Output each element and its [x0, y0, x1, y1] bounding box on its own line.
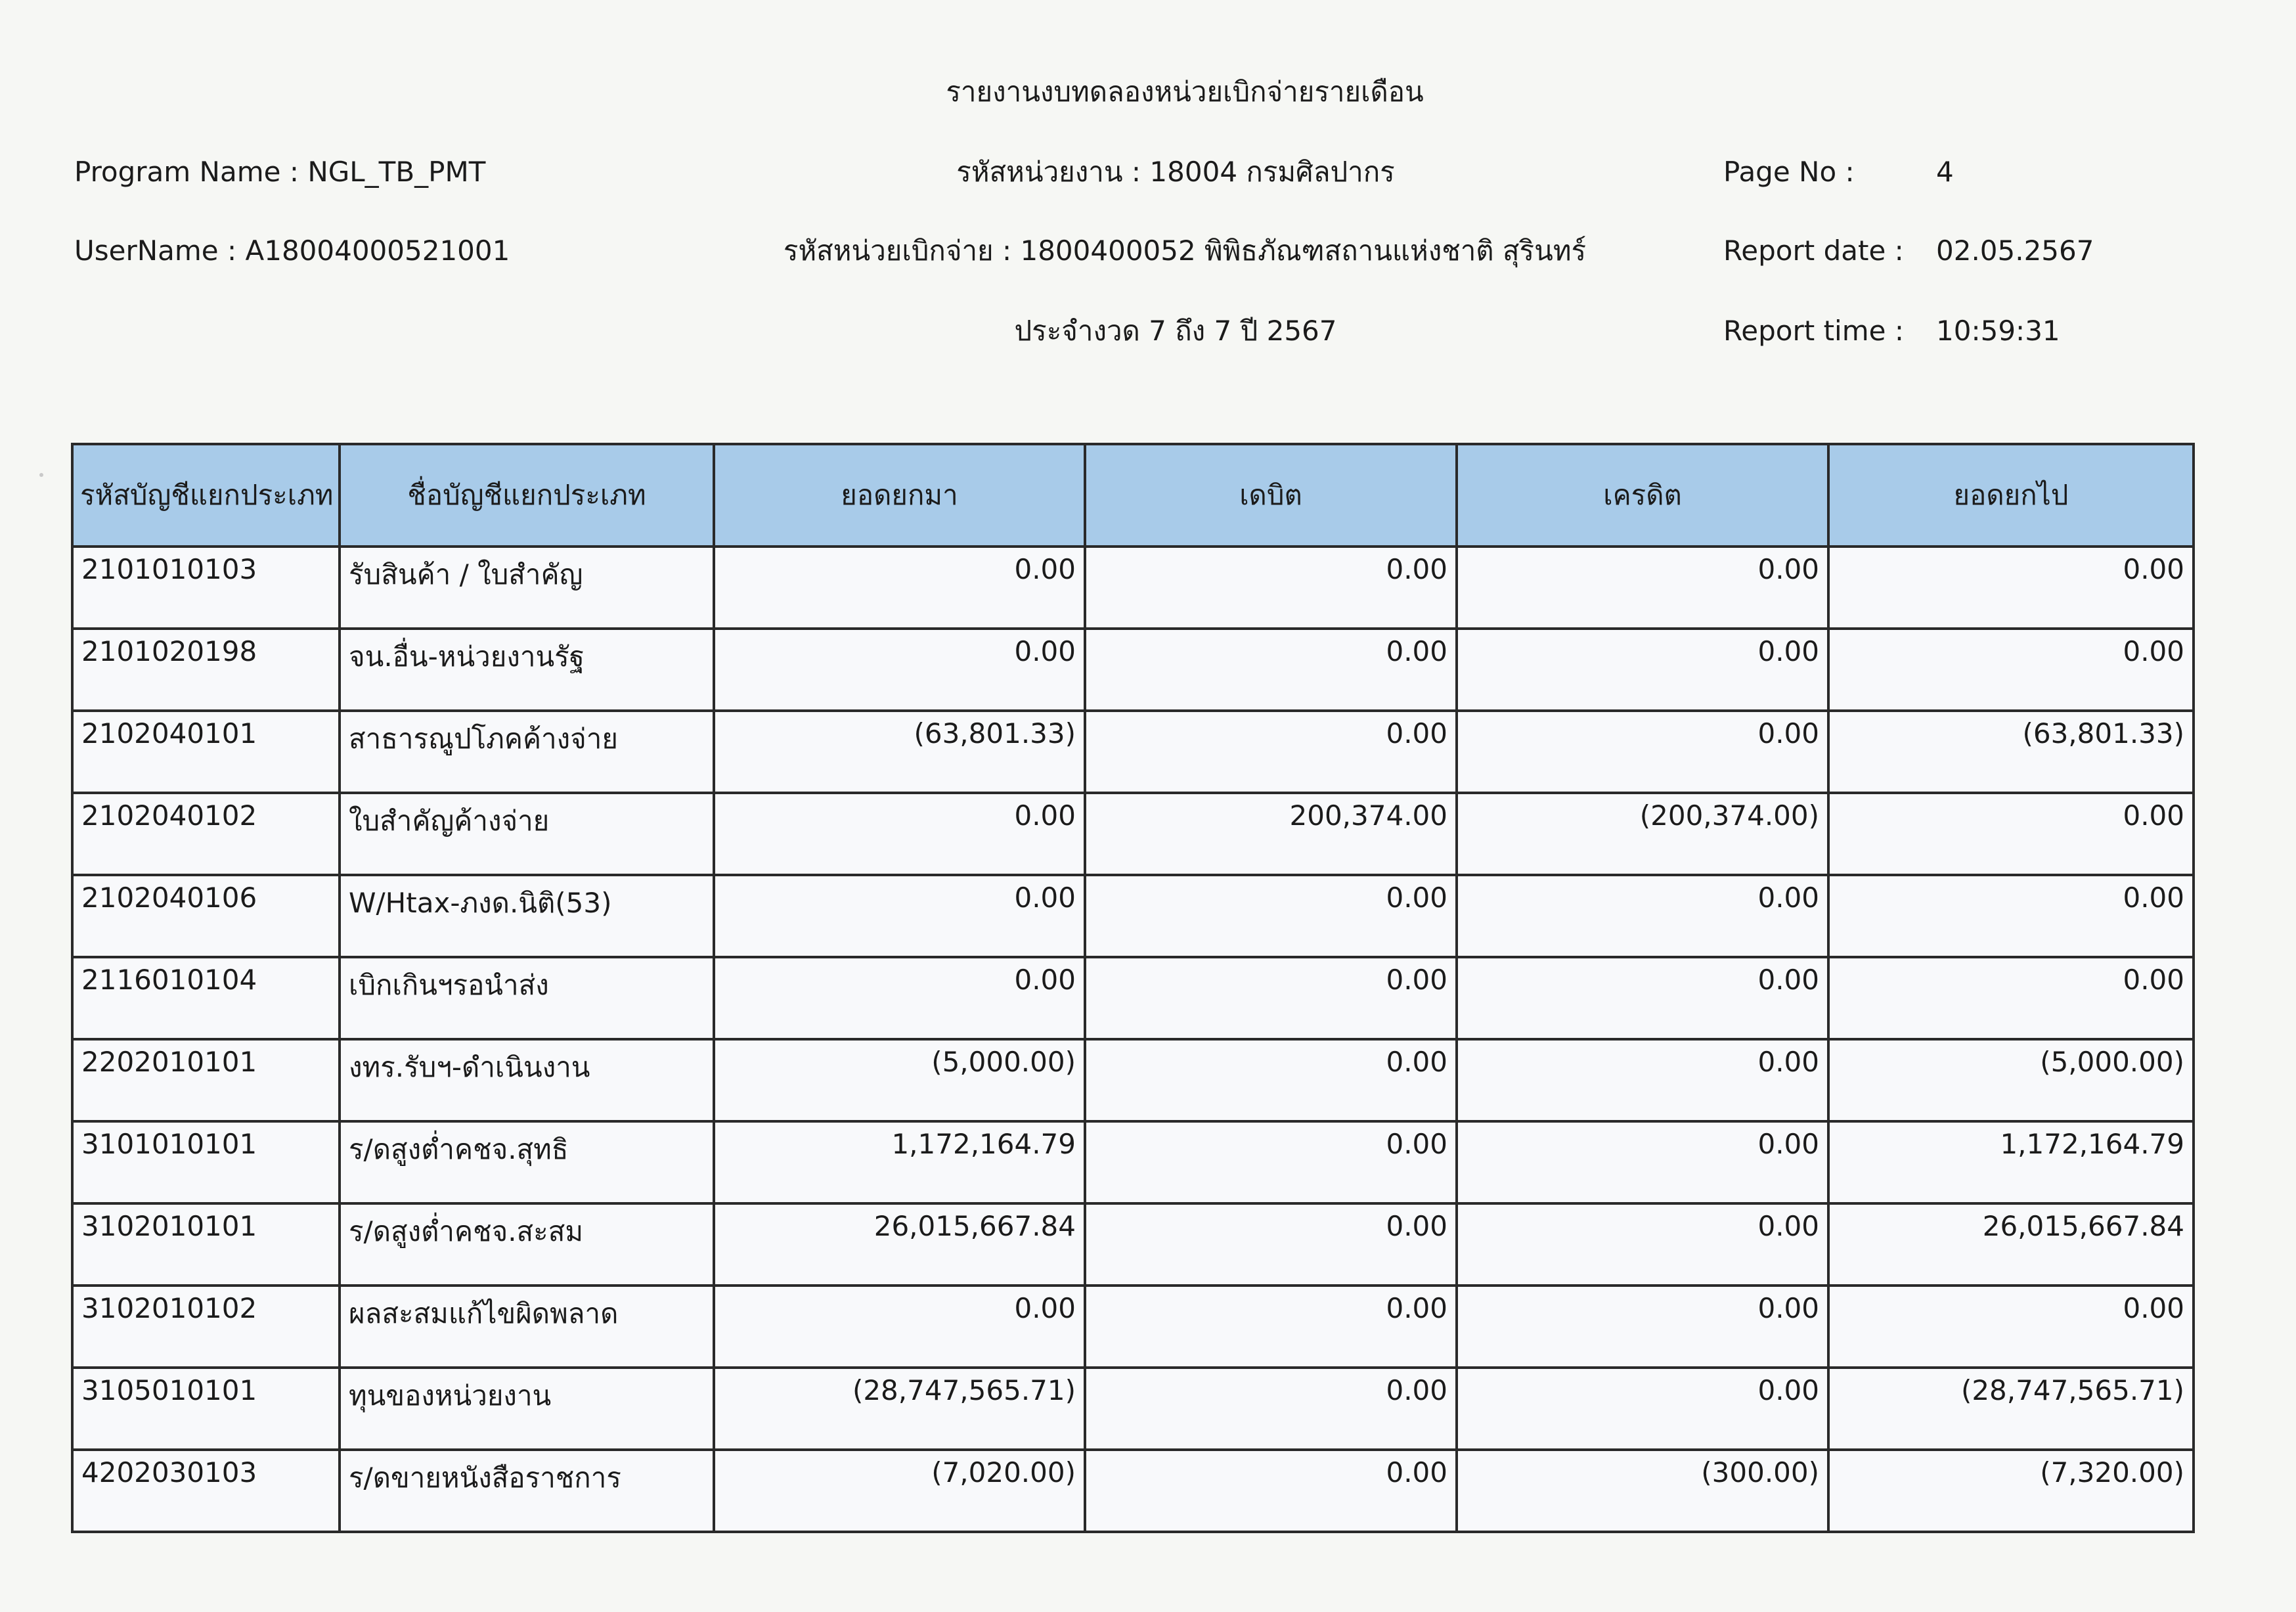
brought-forward-cell: (5,000.00)	[714, 1039, 1085, 1121]
table-row	[72, 711, 2194, 793]
brought-forward-cell: (28,747,565.71)	[714, 1368, 1085, 1450]
brought-forward-cell: (7,020.00)	[714, 1450, 1085, 1532]
header-brought-forward: ยอดยกมา	[714, 444, 1085, 547]
brought-forward-cell: 0.00	[714, 957, 1085, 1039]
credit-cell: 0.00	[1457, 547, 1828, 629]
brought-forward-cell: 0.00	[714, 1286, 1085, 1368]
account-name-cell: ใบสำคัญค้างจ่าย	[340, 793, 714, 875]
brought-forward-cell: 0.00	[714, 629, 1085, 711]
carried-forward-cell: 1,172,164.79	[1828, 1121, 2194, 1203]
brought-forward-cell: 26,015,667.84	[714, 1203, 1085, 1286]
table-row	[72, 875, 2194, 957]
report-period: ประจำงวด 7 ถึง 7 ปี 2567	[1014, 315, 1337, 347]
carried-forward-cell: 0.00	[1828, 629, 2194, 711]
user-name: UserName : A18004000521001	[74, 235, 510, 267]
credit-cell: (300.00)	[1457, 1450, 1828, 1532]
account-name-cell: ร/ดสูงต่ำคชจ.สะสม	[340, 1203, 714, 1286]
account-code-cell: 2101010103	[72, 547, 340, 629]
debit-cell: 0.00	[1085, 875, 1457, 957]
debit-cell: 0.00	[1085, 1368, 1457, 1450]
table-row	[72, 1368, 2194, 1450]
report-date-label: Report date :	[1723, 235, 1904, 267]
disbursement-unit: รหัสหน่วยเบิกจ่าย : 1800400052 พิพิธภัณฑสถานแห่งชาติ สุรินทร์	[783, 235, 1587, 267]
debit-cell: 0.00	[1085, 1039, 1457, 1121]
credit-cell: 0.00	[1457, 1039, 1828, 1121]
credit-cell: 0.00	[1457, 1286, 1828, 1368]
carried-forward-cell: 0.00	[1828, 957, 2194, 1039]
account-code-cell: 2102040101	[72, 711, 340, 793]
scan-speck	[39, 473, 43, 477]
account-code-cell: 2102040102	[72, 793, 340, 875]
debit-cell: 0.00	[1085, 1450, 1457, 1532]
carried-forward-cell: 0.00	[1828, 875, 2194, 957]
header-account-code: รหัสบัญชีแยกประเภท	[72, 444, 340, 547]
brought-forward-cell: 0.00	[714, 875, 1085, 957]
account-name-cell: ร/ดสูงต่ำคชจ.สุทธิ	[340, 1121, 714, 1203]
report-title: รายงานงบทดลองหน่วยเบิกจ่ายรายเดือน	[946, 76, 1424, 108]
account-name-cell: สาธารณูปโภคค้างจ่าย	[340, 711, 714, 793]
table-row	[72, 1039, 2194, 1121]
debit-cell: 0.00	[1085, 711, 1457, 793]
credit-cell: 0.00	[1457, 1121, 1828, 1203]
header-debit: เดบิต	[1085, 444, 1457, 547]
carried-forward-cell: (7,320.00)	[1828, 1450, 2194, 1532]
brought-forward-cell: 1,172,164.79	[714, 1121, 1085, 1203]
page-no-label: Page No :	[1723, 156, 1855, 188]
account-code-cell: 2202010101	[72, 1039, 340, 1121]
table-header-row	[72, 444, 2194, 547]
credit-cell: 0.00	[1457, 957, 1828, 1039]
account-code-cell: 3102010102	[72, 1286, 340, 1368]
carried-forward-cell: 0.00	[1828, 547, 2194, 629]
debit-cell: 0.00	[1085, 1121, 1457, 1203]
account-code-cell: 2101020198	[72, 629, 340, 711]
account-name-cell: ทุนของหน่วยงาน	[340, 1368, 714, 1450]
account-name-cell: ผลสะสมแก้ไขผิดพลาด	[340, 1286, 714, 1368]
brought-forward-cell: 0.00	[714, 547, 1085, 629]
account-name-cell: W/Htax-ภงด.นิติ(53)	[340, 875, 714, 957]
credit-cell: 0.00	[1457, 875, 1828, 957]
program-name: Program Name : NGL_TB_PMT	[74, 156, 486, 188]
debit-cell: 0.00	[1085, 547, 1457, 629]
account-name-cell: รับสินค้า / ใบสำคัญ	[340, 547, 714, 629]
table-row	[72, 1286, 2194, 1368]
carried-forward-cell: 26,015,667.84	[1828, 1203, 2194, 1286]
account-code-cell: 2116010104	[72, 957, 340, 1039]
debit-cell: 200,374.00	[1085, 793, 1457, 875]
page-no-value: 4	[1936, 156, 1954, 188]
credit-cell: (200,374.00)	[1457, 793, 1828, 875]
trial-balance-table	[71, 443, 2195, 1533]
table-row	[72, 1450, 2194, 1532]
table-row	[72, 1203, 2194, 1286]
table-row	[72, 793, 2194, 875]
account-code-cell: 2102040106	[72, 875, 340, 957]
account-code-cell: 3101010101	[72, 1121, 340, 1203]
table-row	[72, 547, 2194, 629]
debit-cell: 0.00	[1085, 957, 1457, 1039]
report-time-label: Report time :	[1723, 315, 1904, 347]
debit-cell: 0.00	[1085, 1286, 1457, 1368]
header-account-name: ชื่อบัญชีแยกประเภท	[340, 444, 714, 547]
carried-forward-cell: (5,000.00)	[1828, 1039, 2194, 1121]
report-date-value: 02.05.2567	[1936, 235, 2094, 267]
account-code-cell: 4202030103	[72, 1450, 340, 1532]
header-carried-forward: ยอดยกไป	[1828, 444, 2194, 547]
table-row	[72, 957, 2194, 1039]
account-name-cell: ร/ดขายหนังสือราชการ	[340, 1450, 714, 1532]
credit-cell: 0.00	[1457, 711, 1828, 793]
agency-code: รหัสหน่วยงาน : 18004 กรมศิลปากร	[956, 156, 1395, 188]
report-time-value: 10:59:31	[1936, 315, 2060, 347]
brought-forward-cell: 0.00	[714, 793, 1085, 875]
carried-forward-cell: (28,747,565.71)	[1828, 1368, 2194, 1450]
table-row	[72, 629, 2194, 711]
account-code-cell: 3102010101	[72, 1203, 340, 1286]
account-name-cell: งทร.รับฯ-ดำเนินงาน	[340, 1039, 714, 1121]
debit-cell: 0.00	[1085, 1203, 1457, 1286]
account-name-cell: เบิกเกินฯรอนำส่ง	[340, 957, 714, 1039]
carried-forward-cell: (63,801.33)	[1828, 711, 2194, 793]
credit-cell: 0.00	[1457, 1203, 1828, 1286]
account-code-cell: 3105010101	[72, 1368, 340, 1450]
brought-forward-cell: (63,801.33)	[714, 711, 1085, 793]
header-credit: เครดิต	[1457, 444, 1828, 547]
credit-cell: 0.00	[1457, 629, 1828, 711]
credit-cell: 0.00	[1457, 1368, 1828, 1450]
table-row	[72, 1121, 2194, 1203]
account-name-cell: จน.อื่น-หน่วยงานรัฐ	[340, 629, 714, 711]
carried-forward-cell: 0.00	[1828, 793, 2194, 875]
debit-cell: 0.00	[1085, 629, 1457, 711]
carried-forward-cell: 0.00	[1828, 1286, 2194, 1368]
